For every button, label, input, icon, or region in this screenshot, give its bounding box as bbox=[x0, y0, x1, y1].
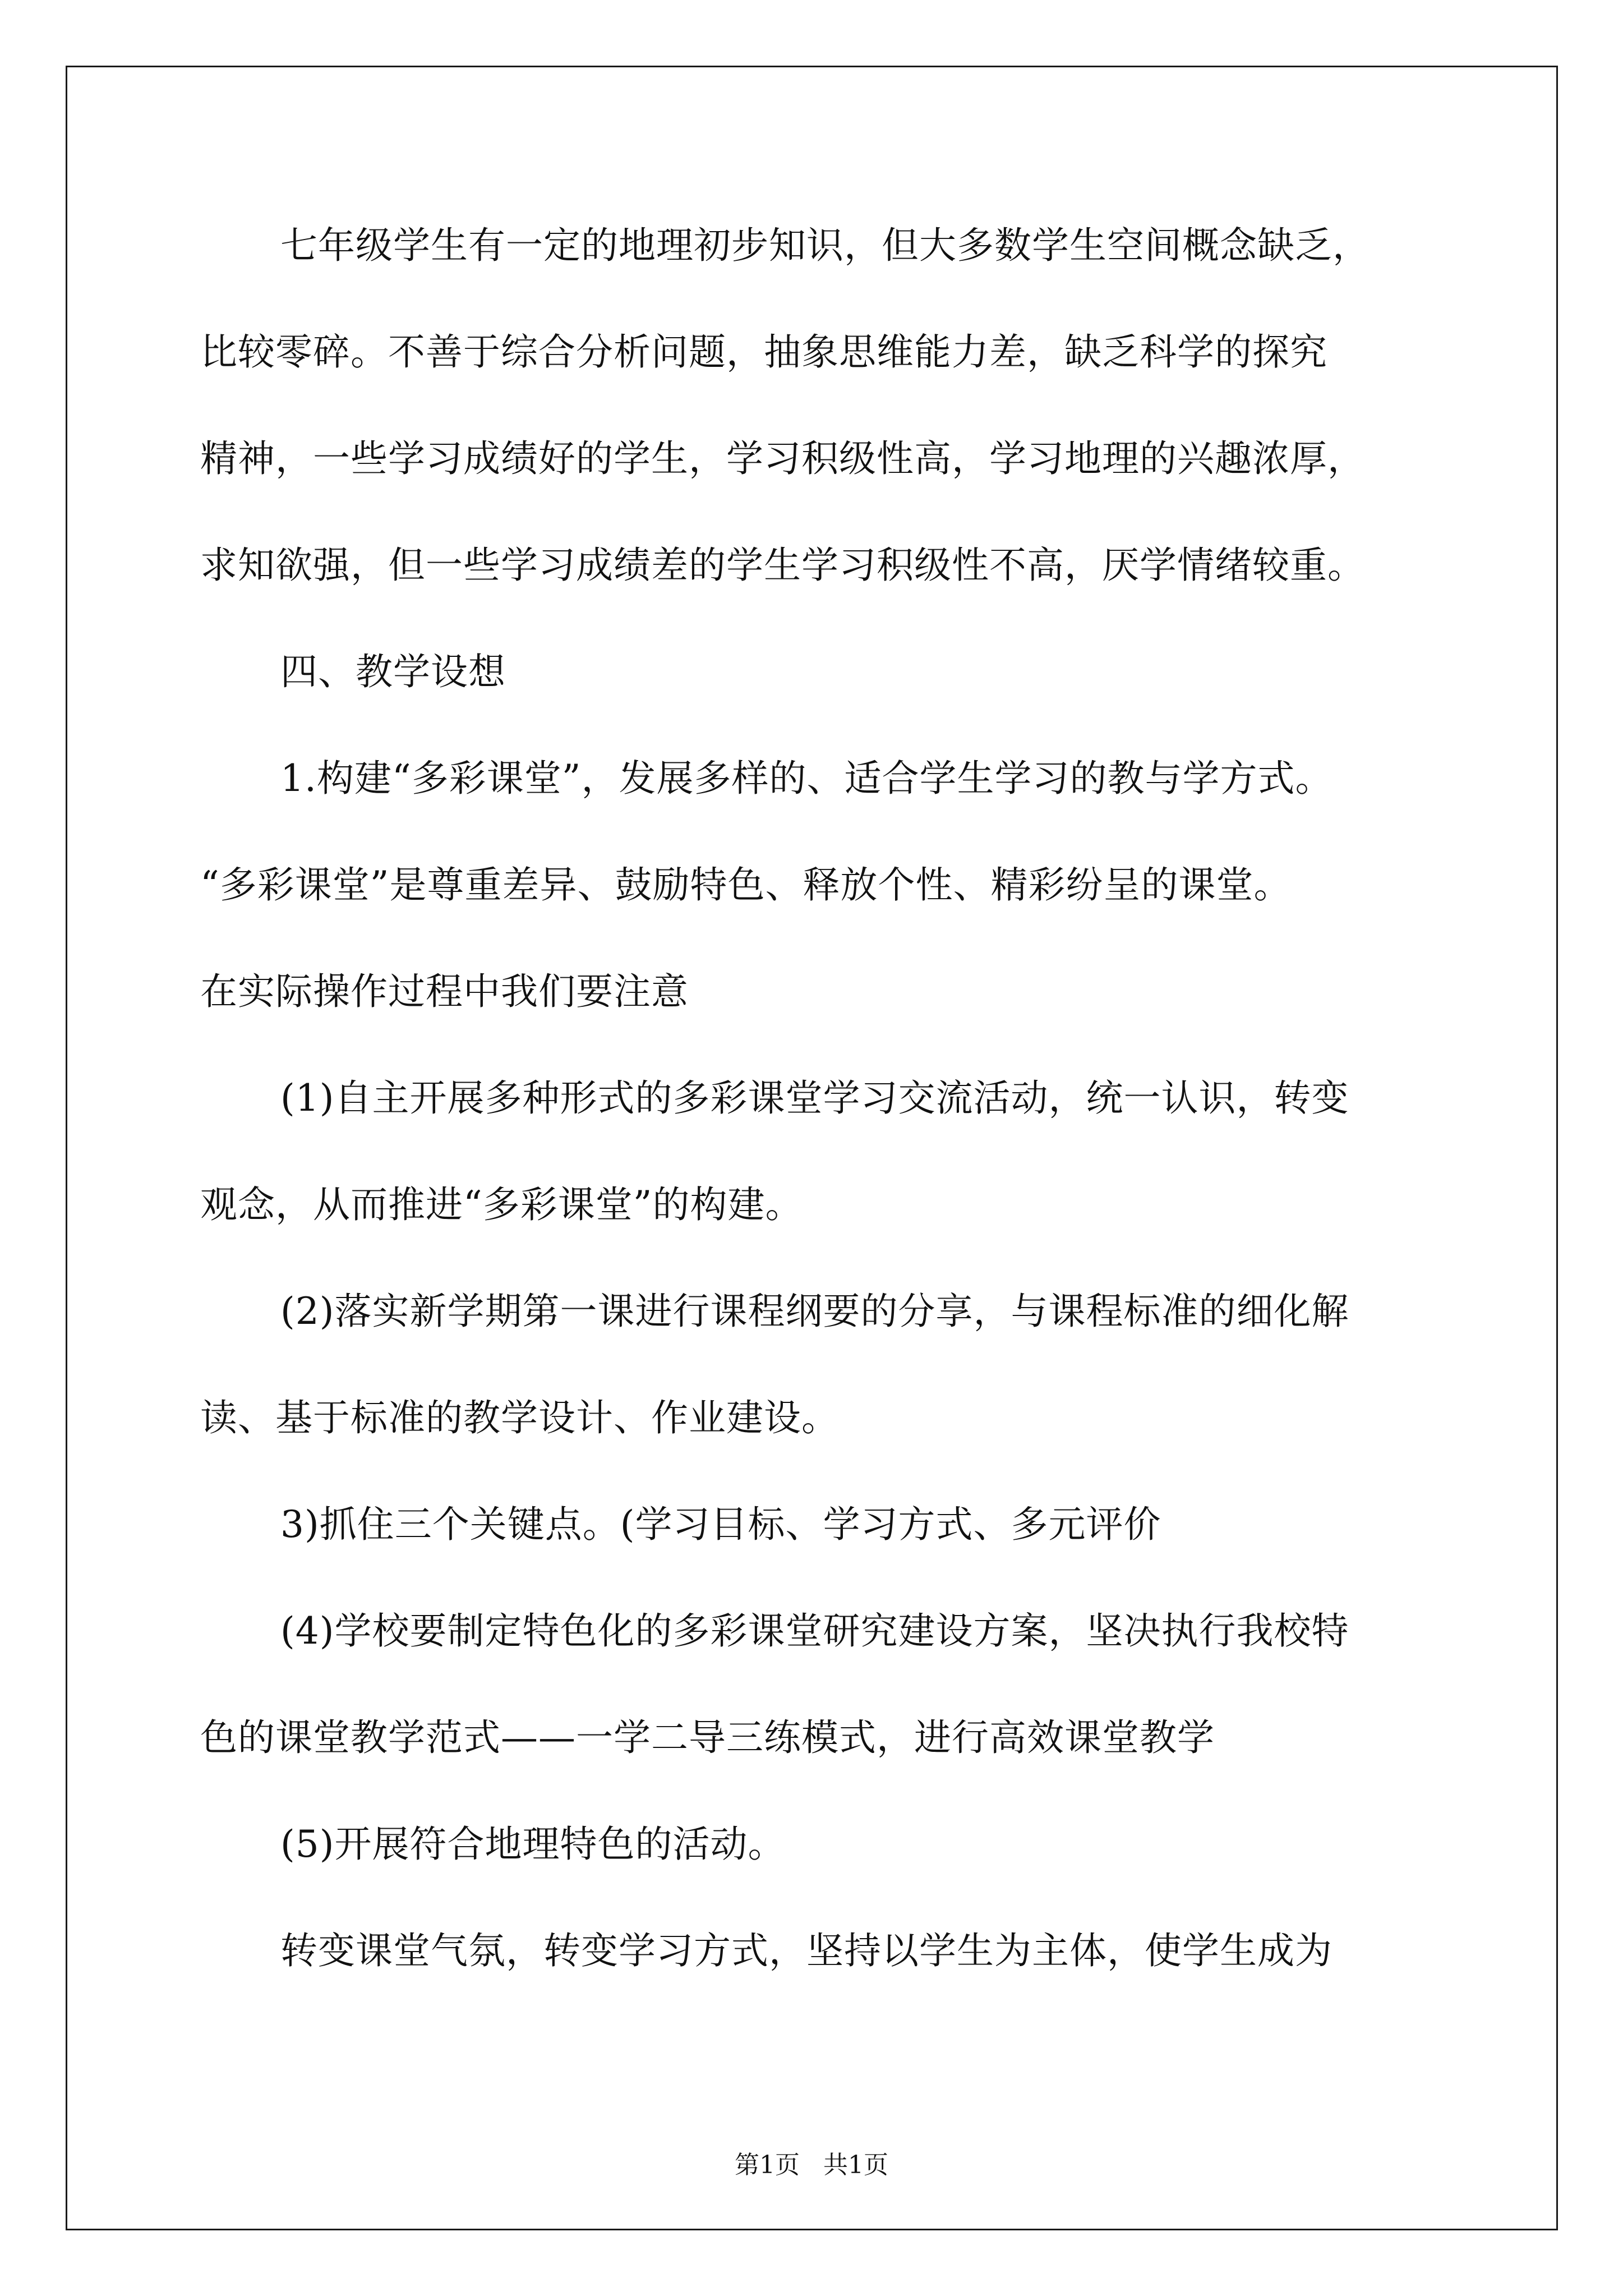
paragraph-6-line-1: 3)抓住三个关键点。(学习目标、学习方式、多元评价 bbox=[280, 1503, 1161, 1546]
paragraph-1-line-3: 精神，一些学习成绩好的学生，学习积级性高，学习地理的兴趣浓厚， bbox=[200, 437, 1365, 480]
paragraph-8-line-1: (5)开展符合地理特色的活动。 bbox=[280, 1823, 786, 1866]
paragraph-1-line-1: 七年级学生有一定的地理初步知识，但大多数学生空间概念缺乏， bbox=[280, 224, 1370, 267]
paragraph-4-line-2: 观念，从而推进“多彩课堂”的构建。 bbox=[200, 1183, 803, 1226]
paragraph-1-line-4: 求知欲强，但一些学习成绩差的学生学习积级性不高，厌学情绪较重。 bbox=[200, 544, 1365, 587]
paragraph-3-line-1: 1.构建“多彩课堂”，发展多样的、适合学生学习的教与学方式。 bbox=[280, 757, 1333, 800]
paragraph-3-line-2: “多彩课堂”是尊重差异、鼓励特色、释放个性、精彩纷呈的课堂。 bbox=[200, 863, 1292, 907]
paragraph-3-line-3: 在实际操作过程中我们要注意 bbox=[200, 970, 689, 1013]
paragraph-5-line-2: 读、基于标准的教学设计、作业建设。 bbox=[200, 1396, 839, 1439]
paragraph-7-line-1: (4)学校要制定特色化的多彩课堂研究建设方案，坚决执行我校特 bbox=[280, 1609, 1349, 1653]
paragraph-1-line-2: 比较零碎。不善于综合分析问题，抽象思维能力差，缺乏科学的探究 bbox=[200, 330, 1327, 374]
paragraph-4-line-1: (1)自主开展多种形式的多彩课堂学习交流活动，统一认识，转变 bbox=[280, 1076, 1349, 1120]
paragraph-9-line-1: 转变课堂气氛，转变学习方式，坚持以学生为主体，使学生成为 bbox=[280, 1929, 1332, 1972]
paragraph-7-line-2: 色的课堂教学范式——一学二导三练模式，进行高效课堂教学 bbox=[200, 1716, 1215, 1759]
paragraph-5-line-1: (2)落实新学期第一课进行课程纲要的分享，与课程标准的细化解 bbox=[280, 1290, 1349, 1333]
page-footer: 第1页 共1页 bbox=[735, 2151, 888, 2179]
page-border bbox=[66, 66, 1558, 2230]
section-heading: 四、教学设想 bbox=[280, 650, 506, 693]
